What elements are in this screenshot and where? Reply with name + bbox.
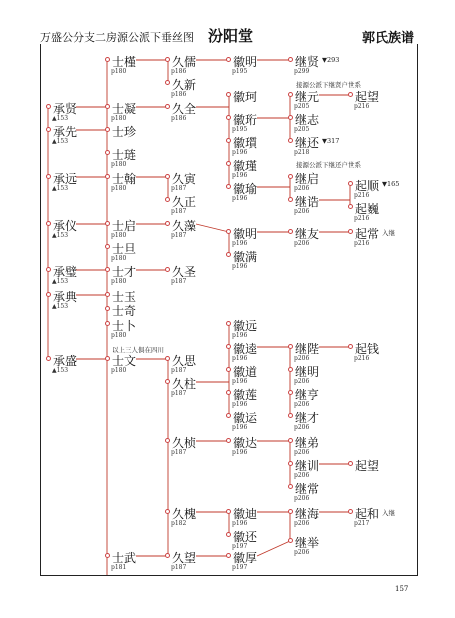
page-reference: ▲153 (52, 115, 69, 122)
node-connector-dot (348, 509, 353, 514)
node-connector-dot (348, 92, 353, 97)
node-connector-dot (226, 92, 231, 97)
node-note: 入继 (382, 229, 395, 237)
page-reference: p195 (232, 126, 248, 133)
page-reference: p196 (232, 355, 248, 362)
node-connector-dot (226, 438, 231, 443)
node-connector-dot (46, 221, 51, 226)
page-reference: p206 (294, 520, 310, 527)
node-connector-dot (165, 57, 170, 62)
page-reference: p206 (294, 378, 310, 385)
person-name: 士凝 (112, 102, 137, 116)
page-reference: ▲153 (52, 185, 69, 192)
node-connector-dot (105, 174, 110, 179)
page-reference: p187 (171, 232, 187, 239)
node-connector-dot (46, 356, 51, 361)
person-name: 起常 (355, 227, 380, 241)
page-reference: p187 (171, 367, 187, 374)
node-connector-dot (288, 344, 293, 349)
page-reference: p196 (232, 378, 248, 385)
person-name: 承先 (53, 125, 78, 139)
person-name: 徽迪 (233, 507, 258, 521)
node-connector-dot (288, 115, 293, 120)
page-reference: p187 (171, 185, 187, 192)
page-reference: p196 (232, 195, 248, 202)
node-note: 入继 (382, 509, 395, 517)
node-connector-dot (288, 484, 293, 489)
node-connector-dot (165, 174, 170, 179)
node-connector-dot (165, 197, 170, 202)
annotation-text: 以上三人俱在四川 (112, 346, 164, 354)
page-reference: p180 (111, 68, 127, 75)
page-reference: p206 (294, 401, 310, 408)
node-connector-dot (105, 221, 110, 226)
node-connector-dot (165, 438, 170, 443)
person-name: 士翰 (112, 172, 137, 186)
page-reference: p206 (294, 424, 310, 431)
person-name: 久儒 (172, 55, 197, 69)
node-connector-dot (46, 292, 51, 297)
person-name: 徽莲 (233, 388, 258, 402)
page-reference: p206 (294, 549, 310, 556)
person-name: 士槿 (112, 55, 137, 69)
page-reference: p197 (232, 564, 248, 571)
page-reference: p196 (232, 520, 248, 527)
page-reference: p299 (294, 68, 310, 75)
person-name: 徽瓆 (233, 136, 258, 150)
node-connector-dot (226, 344, 231, 349)
node-connector-dot (226, 413, 231, 418)
page-reference: p187 (171, 208, 187, 215)
header-book-title: 郭氏族谱 (362, 31, 415, 46)
person-name: 久藻 (172, 219, 197, 233)
annotation-text: 接源公派下继还户世系 (296, 161, 361, 169)
node-connector-dot (288, 197, 293, 202)
page-reference: p180 (111, 278, 127, 285)
page-reference: ▲153 (52, 303, 69, 310)
page-reference: p180 (111, 185, 127, 192)
person-name: 士启 (112, 219, 137, 233)
page-reference: p205 (294, 103, 310, 110)
person-name: 继常 (295, 482, 320, 496)
node-note: ▼165 (382, 180, 400, 188)
person-name: 起钱 (355, 342, 380, 356)
page-reference: p196 (232, 172, 248, 179)
person-name: 徽瑾 (233, 159, 258, 173)
person-name: 久槐 (172, 507, 197, 521)
page-reference: p196 (232, 149, 248, 156)
person-name: 徽珂 (233, 90, 258, 104)
node-connector-dot (226, 553, 231, 558)
node-connector-dot (165, 379, 170, 384)
person-name: 士玉 (112, 290, 137, 304)
person-name: 士文 (112, 354, 137, 368)
person-name: 继志 (295, 113, 320, 127)
node-connector-dot (46, 127, 51, 132)
page-reference: p206 (294, 355, 310, 362)
person-name: 久桢 (172, 436, 197, 450)
person-name: 士卜 (112, 319, 137, 333)
page-reference: p187 (171, 278, 187, 285)
person-name: 久正 (172, 195, 197, 209)
person-name: 久思 (172, 354, 197, 368)
node-connector-dot (348, 461, 353, 466)
page-reference: p206 (294, 185, 310, 192)
page-reference: p196 (232, 332, 248, 339)
page-reference: p196 (232, 240, 248, 247)
node-connector-dot (288, 438, 293, 443)
person-name: 继元 (295, 90, 320, 104)
person-name: 继训 (295, 459, 320, 473)
node-connector-dot (226, 161, 231, 166)
person-name: 士旦 (112, 242, 137, 256)
person-name: 起望 (355, 459, 380, 473)
node-connector-dot (165, 221, 170, 226)
person-name: 继海 (295, 507, 320, 521)
person-name: 久全 (172, 102, 197, 116)
person-name: 久寅 (172, 172, 197, 186)
node-connector-dot (226, 138, 231, 143)
person-name: 士琏 (112, 148, 137, 162)
node-connector-dot (226, 184, 231, 189)
person-name: 士奇 (112, 304, 137, 318)
person-name: 徽达 (233, 436, 258, 450)
person-name: 承盛 (53, 354, 78, 368)
page-reference: p216 (354, 355, 370, 362)
header-hall-name: 汾阳堂 (208, 27, 254, 45)
node-connector-dot (288, 138, 293, 143)
node-connector-dot (46, 104, 51, 109)
page-reference: p180 (111, 367, 127, 374)
page-reference: p181 (111, 564, 127, 571)
page-reference: p186 (171, 115, 187, 122)
node-connector-dot (226, 115, 231, 120)
person-name: 承典 (53, 290, 78, 304)
node-connector-dot (105, 356, 110, 361)
node-connector-dot (226, 509, 231, 514)
page-reference: p206 (294, 449, 310, 456)
node-connector-dot (288, 461, 293, 466)
page-reference: p206 (294, 240, 310, 247)
person-name: 承贤 (53, 102, 78, 116)
page-reference: p187 (171, 390, 187, 397)
page-reference: ▲153 (52, 367, 69, 374)
person-name: 士才 (112, 265, 137, 279)
person-name: 起和 (355, 507, 380, 521)
person-name: 徽满 (233, 250, 258, 264)
node-connector-dot (288, 174, 293, 179)
person-name: 久圣 (172, 265, 197, 279)
page-reference: p216 (354, 192, 370, 199)
node-connector-dot (105, 127, 110, 132)
node-connector-dot (105, 244, 110, 249)
page-reference: ▲153 (52, 138, 69, 145)
node-connector-dot (226, 532, 231, 537)
node-connector-dot (105, 321, 110, 326)
person-name: 徽运 (233, 411, 258, 425)
page-reference: p206 (294, 495, 310, 502)
person-name: 继陛 (295, 342, 320, 356)
person-name: 起顺 (355, 179, 380, 193)
person-name: 久柱 (172, 377, 197, 391)
person-name: 徽还 (233, 530, 258, 544)
page-reference: p180 (111, 332, 127, 339)
page-reference: p182 (171, 520, 187, 527)
node-connector-dot (105, 150, 110, 155)
node-connector-dot (226, 390, 231, 395)
person-name: 徽道 (233, 365, 258, 379)
person-name: 久新 (172, 78, 197, 92)
person-name: 承璧 (53, 265, 78, 279)
person-name: 继才 (295, 411, 320, 425)
page-reference: p206 (294, 208, 310, 215)
node-connector-dot (105, 104, 110, 109)
page-reference: ▲153 (52, 232, 69, 239)
node-connector-dot (288, 229, 293, 234)
header-left-title: 万盛公分支二房源公派下垂丝图 (40, 31, 194, 44)
node-connector-dot (46, 267, 51, 272)
node-note: ▼317 (322, 137, 340, 145)
person-name: 徽明 (233, 227, 258, 241)
page-number: 157 (395, 585, 409, 593)
person-name: 继明 (295, 365, 320, 379)
person-name: 继诰 (295, 195, 320, 209)
person-name: 继启 (295, 172, 320, 186)
page-reference: p196 (232, 424, 248, 431)
annotation-text: 接源公派下继贤户世系 (296, 81, 361, 89)
person-name: 士珍 (112, 125, 137, 139)
page-reference: ▲153 (52, 278, 69, 285)
page-reference: p180 (111, 255, 127, 262)
node-connector-dot (348, 204, 353, 209)
person-name: 继贤 (295, 55, 320, 69)
page-reference: p216 (354, 103, 370, 110)
page-reference: p186 (171, 91, 187, 98)
node-connector-dot (165, 553, 170, 558)
node-connector-dot (288, 390, 293, 395)
person-name: 继弟 (295, 436, 320, 450)
node-connector-dot (165, 80, 170, 85)
page-reference: p216 (354, 240, 370, 247)
node-connector-dot (226, 252, 231, 257)
page-reference: p218 (294, 149, 310, 156)
node-connector-dot (105, 292, 110, 297)
node-connector-dot (105, 57, 110, 62)
node-connector-dot (288, 413, 293, 418)
page-reference: p180 (111, 161, 127, 168)
node-connector-dot (165, 509, 170, 514)
page-reference: p197 (232, 543, 248, 550)
page-reference: p217 (354, 520, 370, 527)
node-connector-dot (288, 538, 293, 543)
person-name: 徽远 (233, 319, 258, 333)
page-reference: p180 (111, 115, 127, 122)
node-connector-dot (226, 57, 231, 62)
page-reference: p187 (171, 564, 187, 571)
page-reference: p196 (232, 401, 248, 408)
person-name: 继友 (295, 227, 320, 241)
person-name: 徽瑜 (233, 182, 258, 196)
node-connector-dot (348, 181, 353, 186)
person-name: 承远 (53, 172, 78, 186)
node-connector-dot (165, 267, 170, 272)
person-name: 徽珩 (233, 113, 258, 127)
node-connector-dot (46, 174, 51, 179)
page-reference: p180 (111, 232, 127, 239)
page-reference: p216 (354, 215, 370, 222)
node-connector-dot (165, 104, 170, 109)
person-name: 久望 (172, 551, 197, 565)
node-connector-dot (105, 267, 110, 272)
page-reference: p205 (294, 126, 310, 133)
node-connector-dot (226, 321, 231, 326)
node-connector-dot (226, 367, 231, 372)
person-name: 继举 (295, 536, 320, 550)
node-connector-dot (288, 92, 293, 97)
person-name: 士武 (112, 551, 137, 565)
person-name: 继还 (295, 136, 320, 150)
node-connector-dot (105, 306, 110, 311)
node-connector-dot (348, 344, 353, 349)
node-connector-dot (105, 553, 110, 558)
person-name: 徽明 (233, 55, 258, 69)
page-reference: p206 (294, 472, 310, 479)
person-name: 起巍 (355, 202, 380, 216)
page-reference: p186 (171, 68, 187, 75)
node-connector-dot (226, 229, 231, 234)
person-name: 徽厚 (233, 551, 258, 565)
node-connector-dot (165, 356, 170, 361)
node-connector-dot (288, 57, 293, 62)
person-name: 继亨 (295, 388, 320, 402)
person-name: 起望 (355, 90, 380, 104)
page-reference: p196 (232, 449, 248, 456)
node-note: ▼293 (322, 56, 340, 64)
person-name: 承仪 (53, 219, 78, 233)
node-connector-dot (288, 509, 293, 514)
node-connector-dot (288, 367, 293, 372)
page-reference: p187 (171, 449, 187, 456)
person-name: 徽逵 (233, 342, 258, 356)
page-reference: p196 (232, 263, 248, 270)
page-reference: p195 (232, 68, 248, 75)
node-connector-dot (348, 229, 353, 234)
